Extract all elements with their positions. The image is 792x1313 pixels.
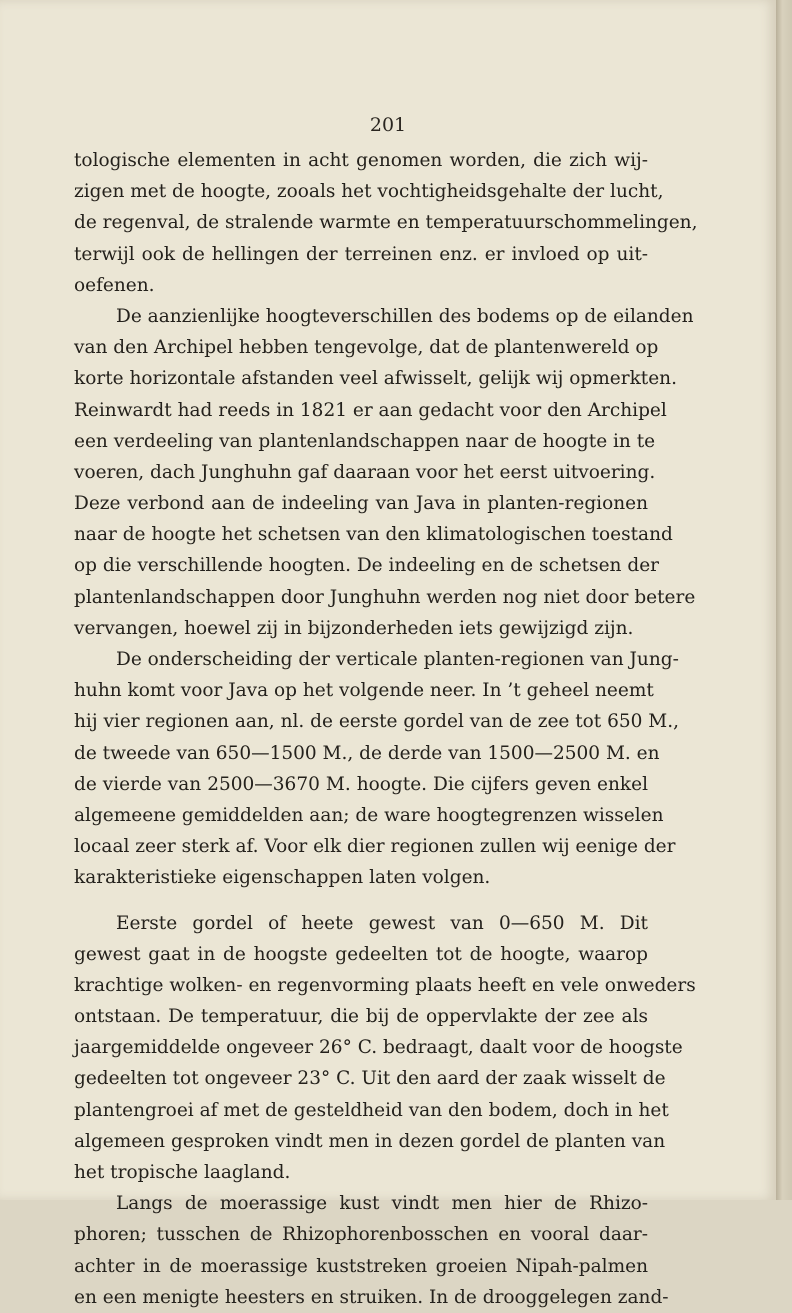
text-line: voeren, dach Junghuhn gaf daaraan voor het eerst uitvoering.: [74, 461, 656, 483]
text-line: de tweede van 650—1500 M., de derde van 1500—2500 M. en: [74, 742, 660, 764]
text-line: een verdeeling van plantenlandschappen naar de hoogte in te: [74, 430, 656, 452]
text-line: phoren; tusschen de Rhizophorenbosschen en vooral daar-: [74, 1224, 648, 1246]
paragraph: [74, 145, 698, 301]
text-line: korte horizontale afstanden veel afwisselt, gelijk wij opmerkten.: [74, 368, 677, 390]
text-line: vervangen, hoewel zij in bijzonderheden iets gewijzigd zijn.: [74, 617, 634, 639]
text-line: gewest gaat in de hoogste gedeelten tot de hoogte, waarop: [74, 943, 648, 965]
text-line: plantenlandschappen door Junghuhn werden nog niet door betere: [74, 586, 696, 608]
text-line: Deze verbond aan de indeeling van Java in planten-regionen: [74, 493, 648, 515]
text-line: achter in de moerassige kuststreken groeien Nipah-palmen: [74, 1255, 648, 1277]
text-line: Reinwardt had reeds in 1821 er aan gedacht voor den Archipel: [74, 399, 667, 421]
text-line: het tropische laagland.: [74, 1162, 291, 1183]
page-number: 201: [369, 114, 407, 136]
text-line: op die verschillende hoogten. De indeeling en de schetsen der: [74, 555, 659, 577]
paragraph: [74, 1188, 669, 1313]
text-line: oefenen.: [74, 274, 155, 296]
text-line: jaargemiddelde ongeveer 26° C. bedraagt, daalt voor de hoogste: [74, 1037, 683, 1059]
text-line: de vierde van 2500—3670 M. hoogte. Die cijfers geven enkel: [74, 773, 648, 795]
text-line: huhn komt voor Java op het volgende neer. In ’t geheel neemt: [74, 680, 654, 702]
text-line: ontstaan. De temperatuur, die bij de oppervlakte der zee als: [74, 1006, 648, 1028]
paragraph: [74, 908, 696, 1189]
text-line: terwijl ook de hellingen der terreinen enz. er invloed op uit-: [74, 243, 648, 265]
text-line: gedeelten tot ongeveer 23° C. Uit den aard der zaak wisselt de: [74, 1068, 666, 1090]
text-line: tologische elementen in acht genomen worden, die zich wij-: [74, 150, 648, 171]
text-line: De aanzienlijke hoogteverschillen des bodems op de eilanden: [116, 305, 694, 327]
body-text: [74, 145, 698, 1313]
paragraph: [74, 644, 679, 894]
text-line: Eerste gordel of heete gewest van 0—650 M. Dit: [116, 912, 648, 934]
text-line: van den Archipel hebben tengevolge, dat de plantenwereld op: [74, 337, 659, 359]
paragraph: [74, 301, 696, 644]
section-gap: [74, 894, 648, 908]
text-line: de regenval, de stralende warmte en temperatuurschommelingen,: [74, 212, 698, 234]
text-line: en een menigte heesters en struiken. In de drooggelegen zand-: [74, 1286, 669, 1308]
text-line: Langs de moerassige kust vindt men hier de Rhizo-: [116, 1193, 648, 1215]
text-line: karakteristieke eigenschappen laten volgen.: [74, 867, 491, 889]
text-line: krachtige wolken- en regenvorming plaats heeft en vele onweders: [74, 974, 696, 996]
text-line: naar de hoogte het schetsen van den klimatologischen toestand: [74, 524, 673, 546]
text-line: algemeene gemiddelden aan; de ware hoogtegrenzen wisselen: [74, 804, 664, 826]
page-edge: [776, 0, 792, 1200]
text-line: locaal zeer sterk af. Voor elk dier regionen zullen wij eenige der: [74, 836, 676, 858]
text-line: De onderscheiding der verticale planten-regionen van Jung-: [116, 649, 679, 670]
text-line: plantengroei af met de gesteldheid van den bodem, doch in het: [74, 1099, 669, 1121]
text-line: algemeen gesproken vindt men in dezen gordel de planten van: [74, 1130, 666, 1152]
text-line: hij vier regionen aan, nl. de eerste gordel van de zee tot 650 M.,: [74, 711, 679, 733]
text-line: zigen met de hoogte, zooals het vochtigheidsgehalte der lucht,: [74, 181, 664, 203]
